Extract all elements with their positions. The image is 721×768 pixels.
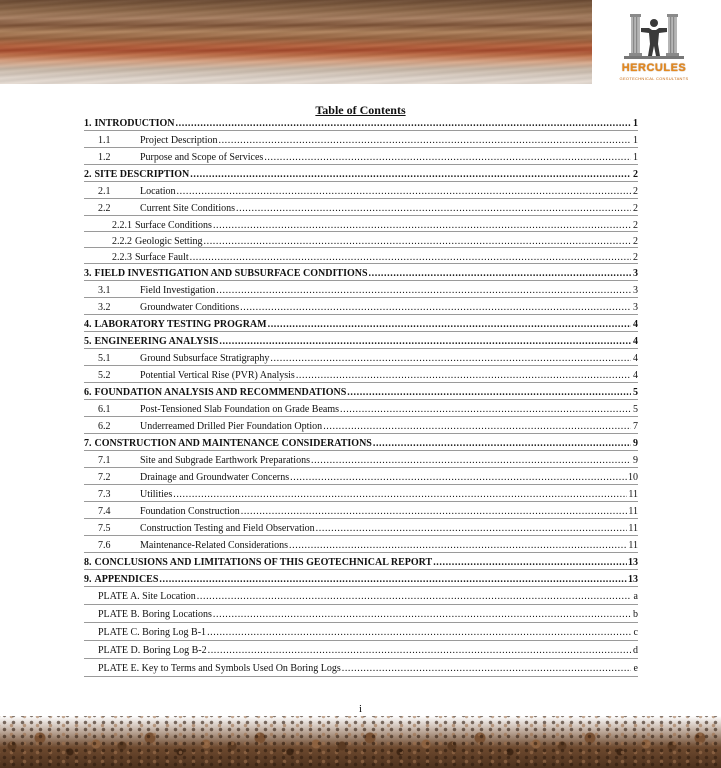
toc-dot-leader [373,434,631,451]
toc-entry-number: 8. [84,557,92,568]
toc-dot-leader [218,131,631,148]
toc-entry-page: 1 [633,152,638,163]
logo-tagline: GEOTECHNICAL CONSULTANTS [619,76,689,81]
toc-entry-page: 11 [628,523,638,534]
toc-entry-page: 2 [633,220,638,231]
toc-entry-label: Project Description [140,135,218,146]
toc-entry-page: b [633,609,638,620]
toc-entry-number: 2.2.1 [112,220,132,231]
toc-entry-page: 4 [633,353,638,364]
toc-entry-number: 2.2 [98,203,111,214]
toc-dot-leader [240,298,631,315]
toc-entry-number: 7.4 [98,506,111,517]
toc-dot-leader [270,349,631,366]
toc-entry-number: 6.2 [98,421,111,432]
toc-entry-page: 3 [633,302,638,313]
header-soil-banner [0,0,592,84]
toc-entry-page: 13 [628,574,638,585]
toc-dot-leader [213,216,631,233]
toc-entry-page: e [633,663,638,674]
toc-entry-number: 3.2 [98,302,111,313]
toc-entry-number: 2.1 [98,186,111,197]
toc-dot-leader [316,519,628,536]
toc-entry-page: 13 [628,557,638,568]
toc-dot-leader [208,641,631,658]
toc-entry-number: 7.3 [98,489,111,500]
toc-entry-number: 2.2.2 [112,236,132,247]
page-number: i [358,703,363,715]
toc-entry-page: 11 [628,506,638,517]
footer-soil-banner [0,716,721,768]
toc-entry[interactable] [84,519,638,536]
toc-entry-page: 5 [633,387,638,398]
toc-entry-page: 1 [633,118,638,129]
toc-entry-label: Field Investigation [140,285,216,296]
toc-entry[interactable] [84,281,638,298]
toc-entry[interactable] [84,570,638,587]
toc-entry-label: PLATE A. Site Location [98,591,196,602]
toc-dot-leader [296,366,631,383]
toc-entry-page: 4 [633,336,638,347]
toc-entry-label: PLATE D. Boring Log B-2 [98,645,207,656]
toc-entry-number: 5. [84,336,92,347]
toc-entry-page: d [633,645,638,656]
logo-wordmark: HERCULES [621,62,687,74]
toc-entry-label: Purpose and Scope of Services [140,152,264,163]
toc-entry-number: 4. [84,319,92,330]
toc-entry-number: 7.5 [98,523,111,534]
toc-entry[interactable] [84,451,638,468]
toc-entry-page: 11 [628,540,638,551]
toc-entry-page: 1 [633,135,638,146]
toc-entry-label: FOUNDATION ANALYSIS AND RECOMMENDATIONS [94,387,347,398]
toc-entry-label: Drainage and Groundwater Concerns [140,472,290,483]
toc-dot-leader [190,165,631,182]
toc-entry-page: 9 [633,438,638,449]
toc-entry-label: Foundation Construction [140,506,240,517]
toc-title: Table of Contents [315,103,406,117]
toc-dot-leader [342,659,631,676]
toc-entry[interactable] [84,199,638,216]
toc-entry-page: 7 [633,421,638,432]
toc-entry-label: Location [140,186,176,197]
toc-dot-leader [236,199,631,216]
toc-dot-leader [219,332,631,349]
toc-entry[interactable] [84,502,638,519]
toc-entry-page: 2 [633,186,638,197]
toc-dot-leader [176,114,631,131]
toc-entry-page: 2 [633,169,638,180]
toc-entry[interactable] [84,232,638,248]
toc-entry-label: Underreamed Drilled Pier Foundation Option [140,421,323,432]
toc-entry[interactable] [84,264,638,281]
toc-entry-page: a [633,591,638,602]
toc-entry[interactable] [84,553,638,570]
toc-entry[interactable] [84,182,638,199]
toc-dot-leader [190,248,631,265]
toc-entry-number: 6.1 [98,404,111,415]
toc-entry-label: Post-Tensioned Slab Foundation on Grade Beams [140,404,339,415]
toc-entry-label: Ground Subsurface Stratigraphy [140,353,270,364]
toc-entry-label: PLATE E. Key to Terms and Symbols Used On Boring Logs [98,663,341,674]
toc-entry-label: Surface Fault [135,252,189,263]
toc-entry[interactable] [84,400,638,417]
toc-dot-leader [173,485,627,502]
toc-entry-number: 2.2.3 [112,252,132,263]
toc-dot-leader [207,623,631,640]
toc-entry[interactable] [84,298,638,315]
toc-entry-label: INTRODUCTION [94,118,175,129]
toc-entry[interactable] [84,659,638,677]
toc-entry-number: 7.2 [98,472,111,483]
toc-entry-label: CONCLUSIONS AND LIMITATIONS OF THIS GEOTECHNICAL REPORT [94,557,433,568]
toc-entry-label: Utilities [140,489,173,500]
toc-entry[interactable] [84,468,638,485]
toc-entry[interactable] [84,623,638,641]
toc-entry-label: APPENDICES [94,574,159,585]
hercules-columns-icon [616,6,692,64]
toc-entry-label: Groundwater Conditions [140,302,240,313]
toc-entry-number: 7.6 [98,540,111,551]
toc-entry-page: 10 [628,472,638,483]
toc-entry-label: LABORATORY TESTING PROGRAM [94,319,267,330]
toc-entry-label: FIELD INVESTIGATION AND SUBSURFACE CONDITIONS [94,268,368,279]
toc-entry[interactable] [84,114,638,131]
toc-entry-page: 4 [633,370,638,381]
toc-dot-leader [340,400,631,417]
toc-entry-page: c [633,627,638,638]
toc-dot-leader [433,553,627,570]
company-logo [616,6,692,84]
toc-entry-page: 3 [633,285,638,296]
toc-dot-leader [369,264,631,281]
toc-entry-page: 5 [633,404,638,415]
toc-entry[interactable] [84,332,638,349]
toc-dot-leader [159,570,627,587]
toc-dot-leader [264,148,631,165]
toc-entry[interactable] [84,131,638,148]
toc-entry-page: 2 [633,203,638,214]
toc-dot-leader [268,315,631,332]
toc-entry-number: 3.1 [98,285,111,296]
toc-entry-label: Surface Conditions [135,220,212,231]
toc-entry-label: ENGINEERING ANALYSIS [94,336,219,347]
toc-dot-leader [204,232,632,249]
toc-dot-leader [290,468,627,485]
toc-entry[interactable] [84,248,638,264]
toc-dot-leader [216,281,631,298]
toc-entry-label: Potential Vertical Rise (PVR) Analysis [140,370,295,381]
toc-entry[interactable] [84,366,638,383]
toc-entry-number: 5.2 [98,370,111,381]
toc-dot-leader [323,417,631,434]
toc-entry-page: 9 [633,455,638,466]
toc-entry-number: 1.2 [98,152,111,163]
toc-entry-page: 11 [628,489,638,500]
toc-entry-label: Current Site Conditions [140,203,235,214]
toc-entry[interactable] [84,165,638,182]
toc-entry-number: 7.1 [98,455,111,466]
toc-entry-label: CONSTRUCTION AND MAINTENANCE CONSIDERATIONS [94,438,372,449]
toc-entry[interactable] [84,383,638,400]
table-of-contents [84,114,638,677]
toc-entry[interactable] [84,315,638,332]
toc-entry-number: 1. [84,118,92,129]
toc-dot-leader [213,605,631,622]
toc-entry-page: 2 [633,236,638,247]
toc-entry-label: Geologic Setting [135,236,203,247]
toc-entry-number: 5.1 [98,353,111,364]
toc-entry[interactable] [84,587,638,605]
toc-entry[interactable] [84,349,638,366]
toc-entry-page: 4 [633,319,638,330]
toc-dot-leader [347,383,631,400]
toc-entry[interactable] [84,605,638,623]
toc-entry-label: Site and Subgrade Earthwork Preparations [140,455,310,466]
toc-dot-leader [197,587,631,604]
toc-entry-number: 7. [84,438,92,449]
toc-dot-leader [311,451,631,468]
toc-entry-number: 2. [84,169,92,180]
toc-dot-leader [177,182,631,199]
toc-entry[interactable] [84,434,638,451]
toc-dot-leader [289,536,627,553]
toc-entry-number: 9. [84,574,92,585]
toc-entry[interactable] [84,536,638,553]
toc-entry-number: 6. [84,387,92,398]
toc-entry-number: 3. [84,268,92,279]
toc-entry-label: PLATE B. Boring Locations [98,609,212,620]
toc-entry-label: Maintenance-Related Considerations [140,540,289,551]
toc-entry[interactable] [84,417,638,434]
toc-entry[interactable] [84,148,638,165]
toc-entry-label: Construction Testing and Field Observation [140,523,315,534]
toc-entry[interactable] [84,641,638,659]
toc-entry[interactable] [84,485,638,502]
toc-entry-label: SITE DESCRIPTION [94,169,190,180]
toc-dot-leader [241,502,628,519]
toc-entry-page: 3 [633,268,638,279]
toc-entry[interactable] [84,216,638,232]
toc-entry-label: PLATE C. Boring Log B-1 [98,627,207,638]
toc-entry-number: 1.1 [98,135,111,146]
toc-entry-page: 2 [633,252,638,263]
